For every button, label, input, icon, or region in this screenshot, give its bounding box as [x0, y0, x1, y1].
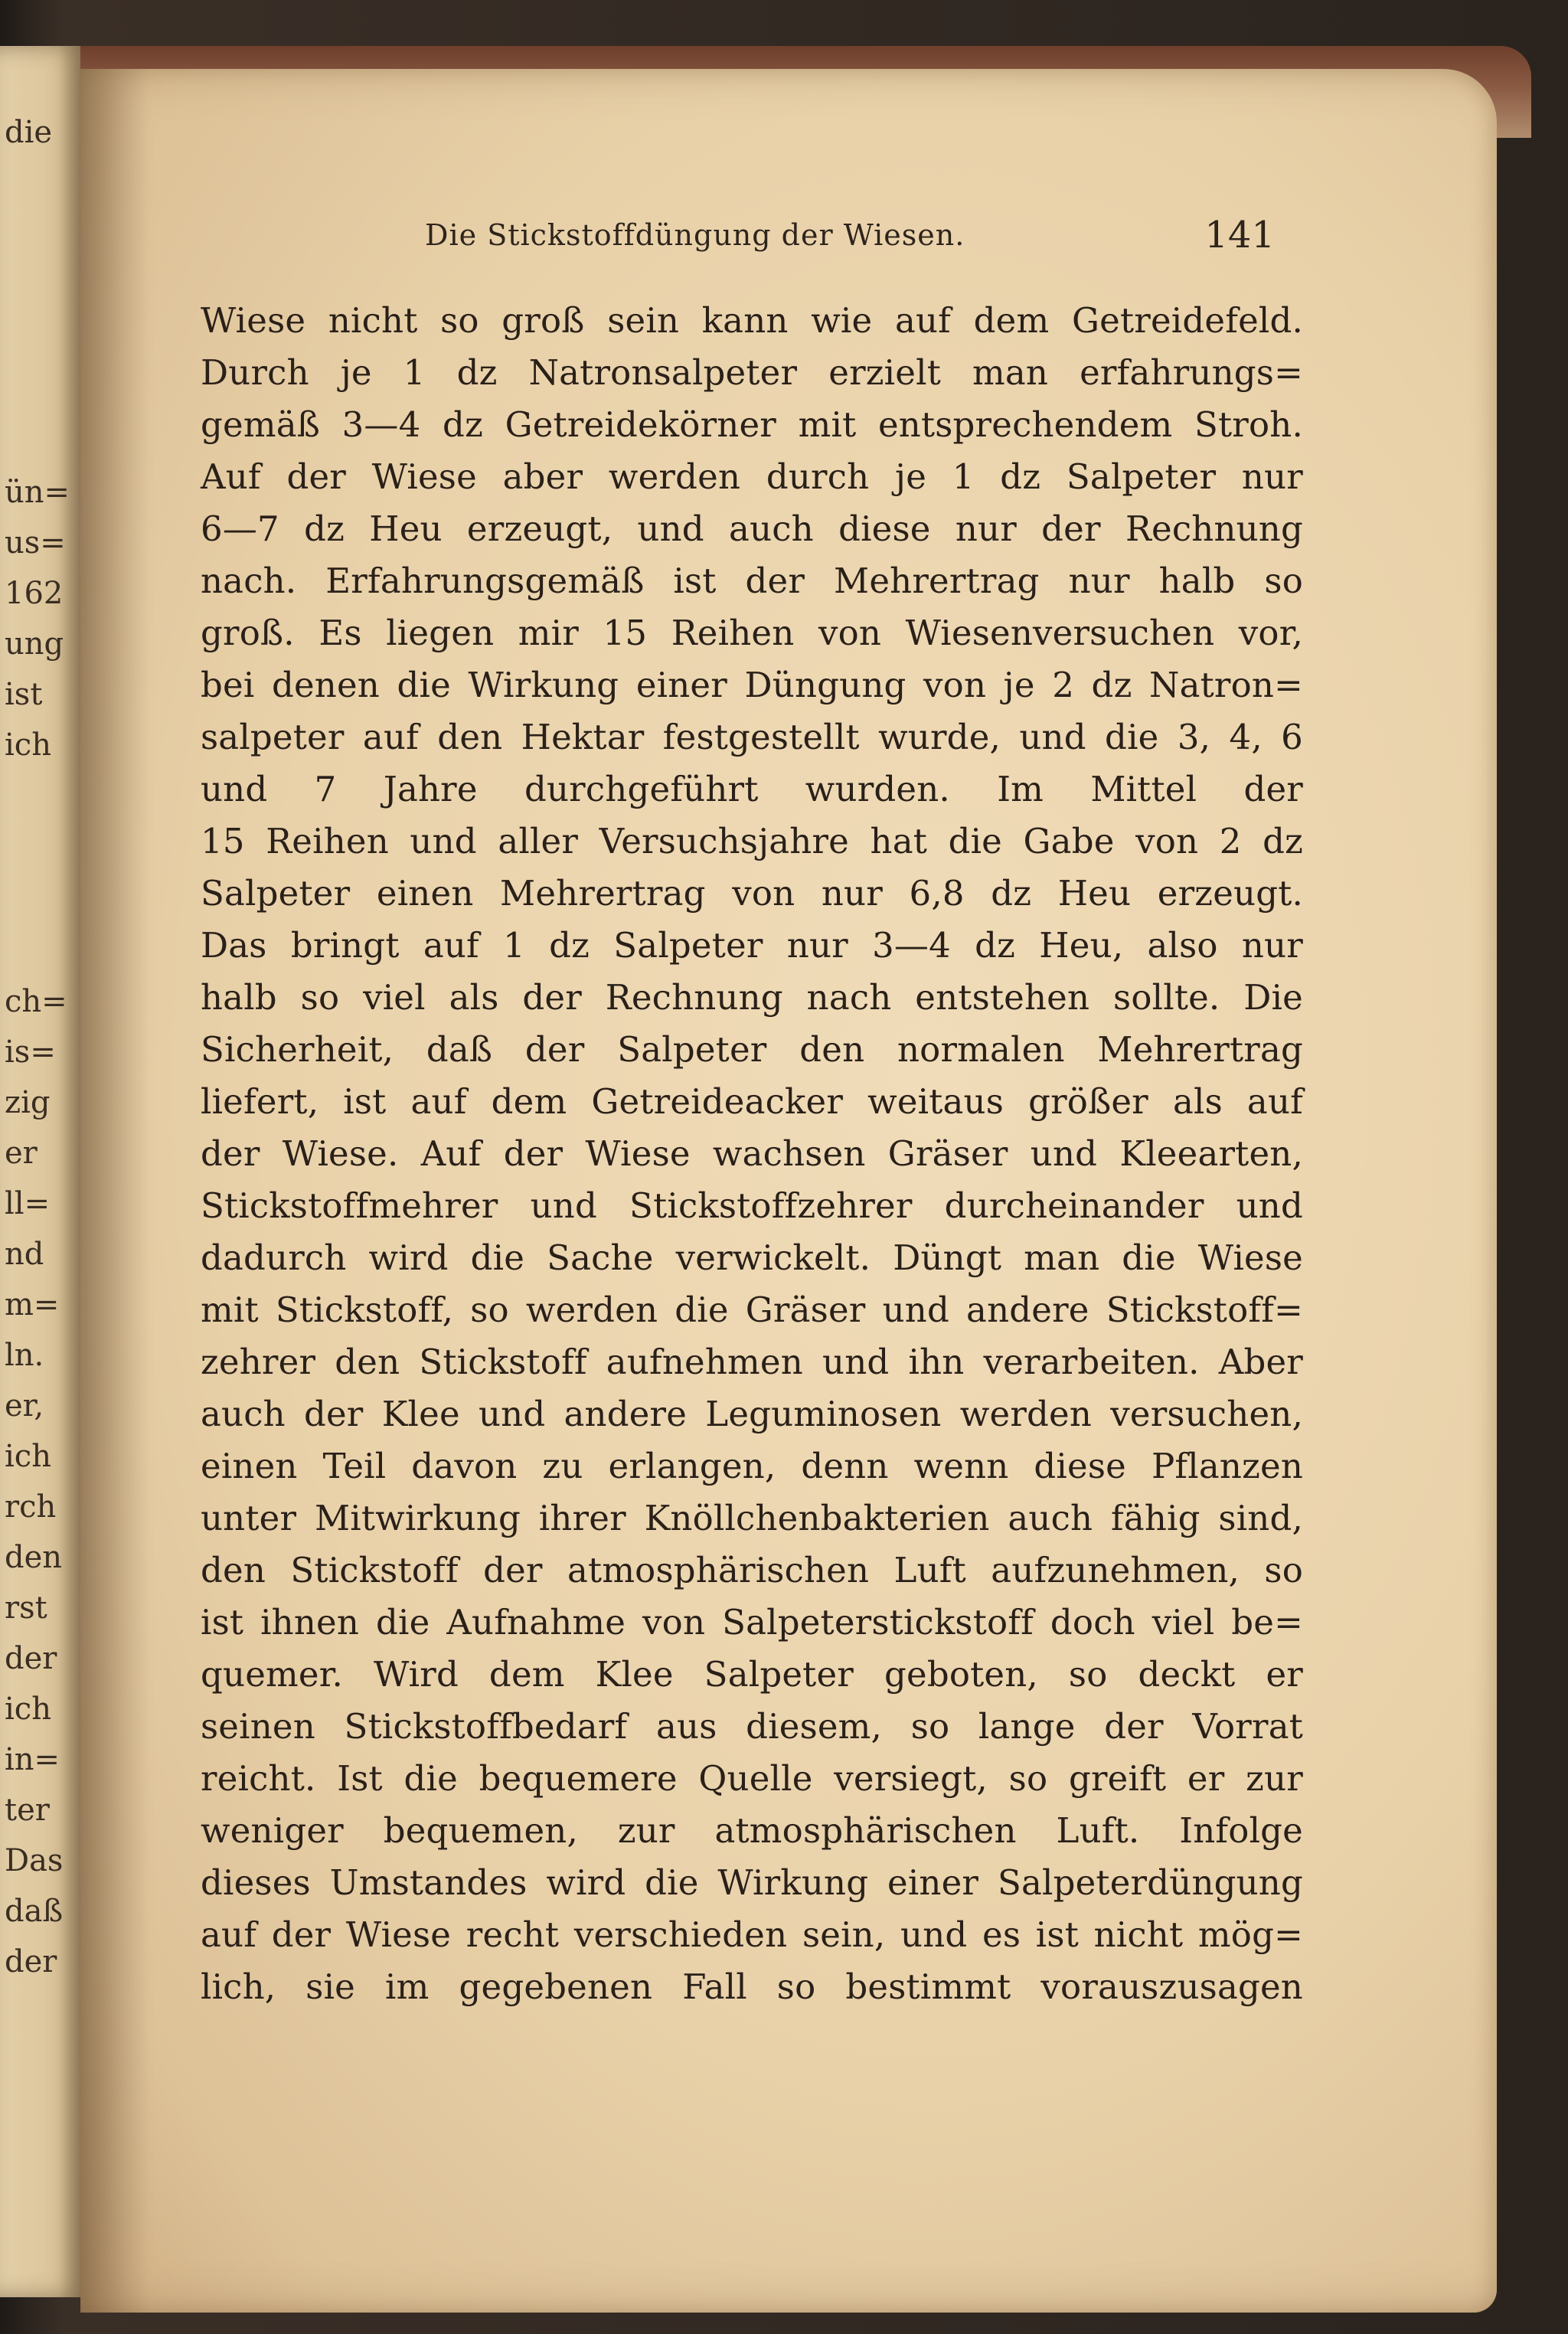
- previous-page-line-fragment: m=: [5, 1287, 60, 1322]
- page-header: [425, 214, 1275, 264]
- previous-page-line-fragment: ün=: [5, 475, 70, 510]
- previous-page-line-fragment: ter: [5, 1793, 50, 1828]
- text-line: der Wiese. Auf der Wiese wachsen Gräser und Kleearten,: [201, 1133, 1303, 1174]
- previous-page-line-fragment: us=: [5, 525, 66, 561]
- text-line: Sicherheit, daß der Salpeter den normalen Mehrertrag: [201, 1029, 1303, 1070]
- text-line: mit Stickstoff, so werden die Gräser und andere Stickstoff=: [201, 1290, 1303, 1330]
- text-line: und 7 Jahre durchgeführt wurden. Im Mittel der: [201, 769, 1303, 809]
- previous-page-line-fragment: ung: [5, 626, 64, 662]
- previous-page-fragment: [0, 46, 84, 2297]
- text-line: gemäß 3—4 dz Getreidekörner mit entsprechendem Stroh.: [201, 404, 1303, 445]
- text-line: quemer. Wird dem Klee Salpeter geboten, so deckt er: [201, 1654, 1303, 1695]
- text-line: Salpeter einen Mehrertrag von nur 6,8 dz Heu erzeugt.: [201, 873, 1303, 914]
- previous-page-line-fragment: ln.: [5, 1338, 44, 1373]
- page-gutter-shadow: [80, 69, 149, 2313]
- body-text: [201, 295, 1303, 2013]
- text-line: unter Mitwirkung ihrer Knöllchenbakterien auch fähig sind,: [201, 1498, 1303, 1538]
- text-line: dadurch wird die Sache verwickelt. Düngt man die Wiese: [201, 1237, 1303, 1278]
- previous-page-line-fragment: ist: [5, 677, 43, 712]
- text-line: Auf der Wiese aber werden durch je 1 dz Salpeter nur: [201, 456, 1303, 497]
- previous-page-line-fragment: ch=: [5, 984, 67, 1019]
- text-line: Das bringt auf 1 dz Salpeter nur 3—4 dz Heu, also nur: [201, 925, 1303, 966]
- text-line: salpeter auf den Hektar festgestellt wurde, und die 3, 4, 6: [201, 717, 1303, 757]
- previous-page-line-fragment: ll=: [5, 1186, 51, 1221]
- text-line: lich, sie im gegebenen Fall so bestimmt vorauszusagen: [201, 1966, 1303, 2007]
- previous-page-line-fragment: ich: [5, 1439, 51, 1474]
- text-line: liefert, ist auf dem Getreideacker weitaus größer als auf: [201, 1081, 1303, 1122]
- text-line: ist ihnen die Aufnahme von Salpeterstickstoff doch viel be=: [201, 1602, 1303, 1643]
- previous-page-line-fragment: is=: [5, 1035, 56, 1070]
- previous-page-line-fragment: 162: [5, 576, 64, 611]
- text-line: reicht. Ist die bequemere Quelle versiegt, so greift er zur: [201, 1758, 1303, 1799]
- text-line: 15 Reihen und aller Versuchsjahre hat die Gabe von 2 dz: [201, 821, 1303, 861]
- previous-page-line-fragment: daß: [5, 1894, 64, 1929]
- text-line: nach. Erfahrungsgemäß ist der Mehrertrag nur halb so: [201, 561, 1303, 601]
- text-line: Stickstoffmehrer und Stickstoffzehrer durcheinander und: [201, 1185, 1303, 1226]
- text-line: auch der Klee und andere Leguminosen werden versuchen,: [201, 1394, 1303, 1434]
- previous-page-line-fragment: ich: [5, 1692, 51, 1727]
- previous-page-line-fragment: der: [5, 1641, 57, 1676]
- text-line: bei denen die Wirkung einer Düngung von je 2 dz Natron=: [201, 665, 1303, 705]
- previous-page-line-fragment: den: [5, 1540, 63, 1575]
- previous-page-line-fragment: die: [5, 115, 53, 150]
- text-line: Wiese nicht so groß sein kann wie auf dem Getreidefeld.: [201, 300, 1303, 341]
- text-line: Durch je 1 dz Natronsalpeter erzielt man erfahrungs=: [201, 352, 1303, 393]
- previous-page-line-fragment: ich: [5, 727, 51, 763]
- previous-page-line-fragment: der: [5, 1944, 57, 1979]
- text-line: den Stickstoff der atmosphärischen Luft aufzunehmen, so: [201, 1550, 1303, 1590]
- previous-page-line-fragment: in=: [5, 1742, 60, 1777]
- text-line: seinen Stickstoffbedarf aus diesem, so lange der Vorrat: [201, 1706, 1303, 1747]
- text-line: 6—7 dz Heu erzeugt, und auch diese nur der Rechnung: [201, 508, 1303, 549]
- text-line: groß. Es liegen mir 15 Reihen von Wiesenversuchen vor,: [201, 613, 1303, 653]
- previous-page-line-fragment: nd: [5, 1237, 44, 1272]
- previous-page-line-fragment: er,: [5, 1388, 44, 1424]
- previous-page-line-fragment: rst: [5, 1590, 47, 1626]
- text-line: auf der Wiese recht verschieden sein, und es ist nicht mög=: [201, 1914, 1303, 1955]
- text-line: halb so viel als der Rechnung nach entstehen sollte. Die: [201, 977, 1303, 1018]
- previous-page-line-fragment: rch: [5, 1489, 57, 1525]
- text-line: dieses Umstandes wird die Wirkung einer Salpeterdüngung: [201, 1862, 1303, 1903]
- page-number: 141: [1204, 214, 1275, 257]
- text-line: weniger bequemen, zur atmosphärischen Luft. Infolge: [201, 1810, 1303, 1851]
- text-line: einen Teil davon zu erlangen, denn wenn diese Pflanzen: [201, 1446, 1303, 1486]
- previous-page-line-fragment: Das: [5, 1843, 64, 1878]
- previous-page-line-fragment: er: [5, 1136, 38, 1171]
- text-line: zehrer den Stickstoff aufnehmen und ihn verarbeiten. Aber: [201, 1342, 1303, 1382]
- running-head: Die Stickstoffdüngung der Wiesen.: [425, 218, 965, 252]
- previous-page-line-fragment: zig: [5, 1085, 51, 1120]
